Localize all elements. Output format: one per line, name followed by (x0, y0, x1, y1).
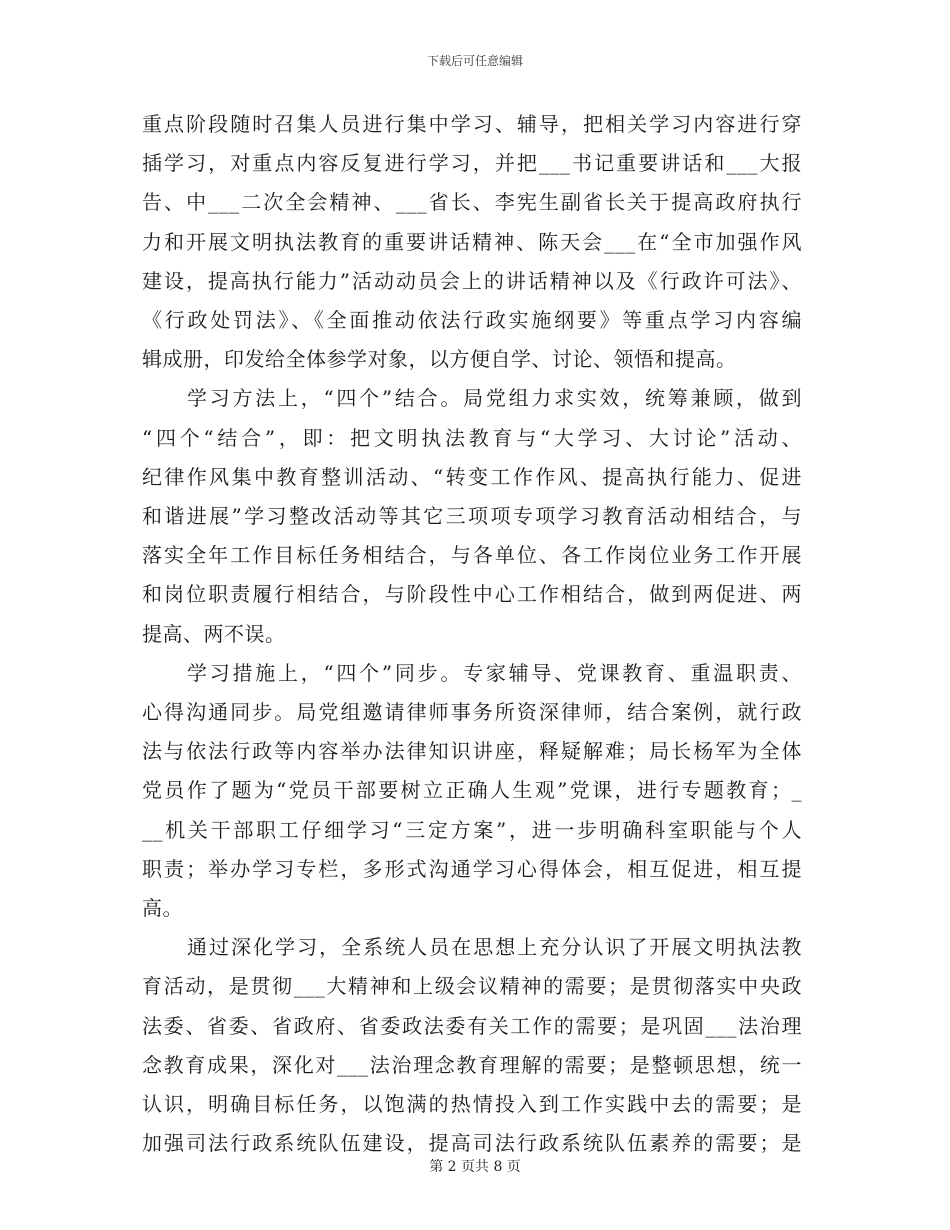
text-line: 力和开展文明执法教育的重要讲话精神、陈天会___在“全市加强作风 (142, 229, 802, 254)
text-line: 和谐进展”学习整改活动等其它三项项专项学习教育活动相结合，与 (142, 504, 802, 529)
text-line: 法委、省委、省政府、省委政法委有关工作的需要；是巩固___法治理 (142, 1013, 802, 1038)
text-line: 重点阶段随时召集人员进行集中学习、辅导，把相关学习内容进行穿 (142, 112, 802, 136)
text-line: 认识，明确目标任务，以饱满的热情投入到工作实践中去的需要；是 (142, 1092, 802, 1117)
text-line: “四个“结合”，即：把文明执法教育与“大学习、大讨论”活动、 (142, 425, 802, 450)
text-line: 育活动，是贯彻___大精神和上级会议精神的需要；是贯彻落实中央政 (142, 974, 802, 999)
paragraph-2 (142, 379, 802, 653)
text-line: 念教育成果，深化对___法治理念教育理解的需要；是整顿思想，统一 (142, 1052, 802, 1077)
text-line: 插学习，对重点内容反复进行学习，并把___书记重要讲话和___大报 (142, 151, 802, 176)
text-line: 告、中___二次全会精神、___省长、李宪生副省长关于提高政府执行 (142, 190, 802, 215)
text-line: 纪律作风集中教育整训活动、“转变工作作风、提高执行能力、促进 (142, 464, 802, 489)
text-line: 通过深化学习，全系统人员在思想上充分认识了开展文明执法教 (187, 935, 802, 960)
paragraph-4 (142, 928, 802, 1163)
page-footer: 第 2 页共 8 页 (429, 1159, 521, 1175)
text-line: 《行政处罚法》、《全面推动依法行政实施纲要》等重点学习内容编 (142, 308, 802, 333)
text-line: 职责；举办学习专栏，多形式沟通学习心得体会，相互促进，相互提 (142, 856, 802, 881)
text-line: 加强司法行政系统队伍建设，提高司法行政系统队伍素养的需要；是 (142, 1131, 802, 1156)
text-line: 党员作了题为“党员干部要树立正确人生观”党课，进行专题教育；_ (142, 778, 802, 803)
text-line: 学习方法上，“四个”结合。局党组力求实效，统筹兼顾，做到 (187, 386, 802, 411)
text-line: 法与依法行政等内容举办法律知识讲座，释疑解难；局长杨军为全体 (142, 739, 802, 764)
text-line: 落实全年工作目标任务相结合，与各单位、各工作岗位业务工作开展 (142, 543, 802, 568)
text-line: 心得沟通同步。局党组邀请律师事务所资深律师，结合案例，就行政 (142, 700, 802, 725)
paragraph-1 (142, 105, 802, 379)
text-line: 和岗位职责履行相结合，与阶段性中心工作相结合，做到两促进、两 (142, 582, 802, 607)
text-line: __机关干部职工仔细学习“三定方案”，进一步明确科室职能与个人 (142, 817, 802, 842)
document-body (142, 105, 802, 1163)
text-line: 建设，提高执行能力”活动动员会上的讲话精神以及《行政许可法》、 (142, 268, 802, 293)
page-header: 下载后可任意编辑 (426, 54, 523, 68)
text-line: 辑成册，印发给全体参学对象，以方便自学、讨论、领悟和提高。 (142, 347, 737, 372)
paragraph-3 (142, 654, 802, 928)
text-line: 高。 (142, 896, 183, 921)
text-line: 提高、两不误。 (142, 621, 286, 646)
text-line: 学习措施上，“四个”同步。专家辅导、党课教育、重温职责、 (187, 660, 802, 685)
